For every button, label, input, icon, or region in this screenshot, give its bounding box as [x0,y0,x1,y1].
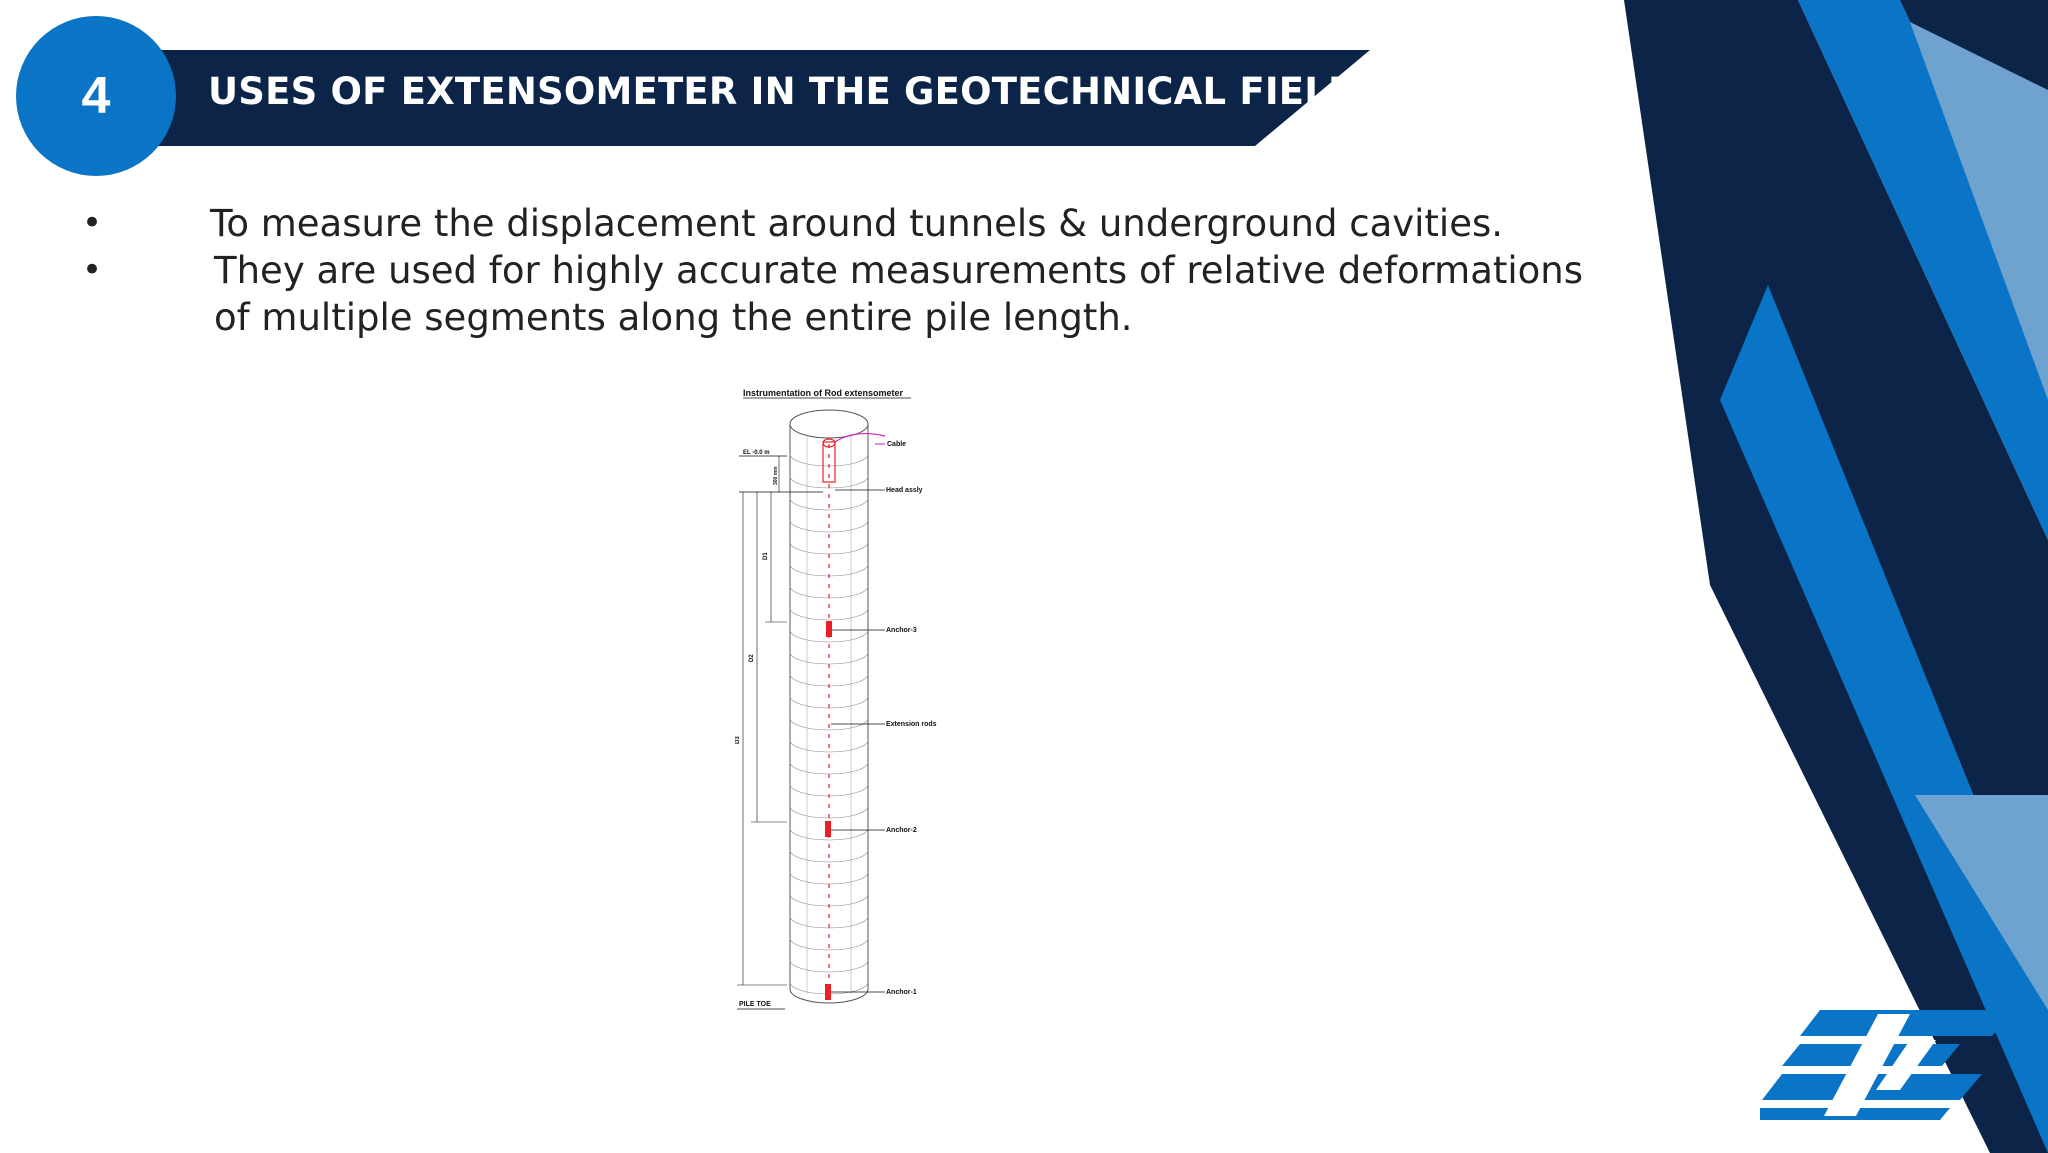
label-elevation: EL -0.0 m [743,450,770,456]
label-d3: D3 [735,736,741,744]
slide-number: 4 [81,67,111,125]
label-anchor1: Anchor-1 [886,989,917,996]
diagram-title: Instrumentation of Rod extensometer [743,388,904,398]
label-rods: Extension rods [886,721,937,728]
cable-line [835,434,885,442]
anchor-1 [825,984,831,1000]
bullet-list [80,200,1620,341]
bullet-marker: • [82,203,103,243]
label-head: Head assly [886,487,923,494]
bullet-marker: • [82,250,103,290]
label-cable: Cable [887,441,907,448]
label-pile-toe: PILE TOE [739,1001,771,1008]
label-d2: D2 [749,654,755,662]
anchor-2 [825,821,831,837]
bullet-item [80,200,1620,247]
slide-number-badge [16,16,176,176]
bullet-item [80,247,1620,341]
extensometer-diagram [735,384,950,1014]
bullet-text: To measure the displacement around tunnels & underground cavities. [210,202,1504,245]
label-anchor2: Anchor-2 [886,827,917,834]
bullet-text: They are used for highly accurate measurements of relative deformations of multiple segments along the entire pile length. [214,249,1584,339]
company-logo-icon [1760,1010,2015,1120]
anchor-3 [826,621,832,637]
label-300mm: 300 mm [773,466,779,485]
label-anchor3: Anchor-3 [886,627,917,634]
slide-title: USES OF EXTENSOMETER IN THE GEOTECHNICAL FIELD [208,70,1359,113]
label-d1: D1 [763,552,769,560]
